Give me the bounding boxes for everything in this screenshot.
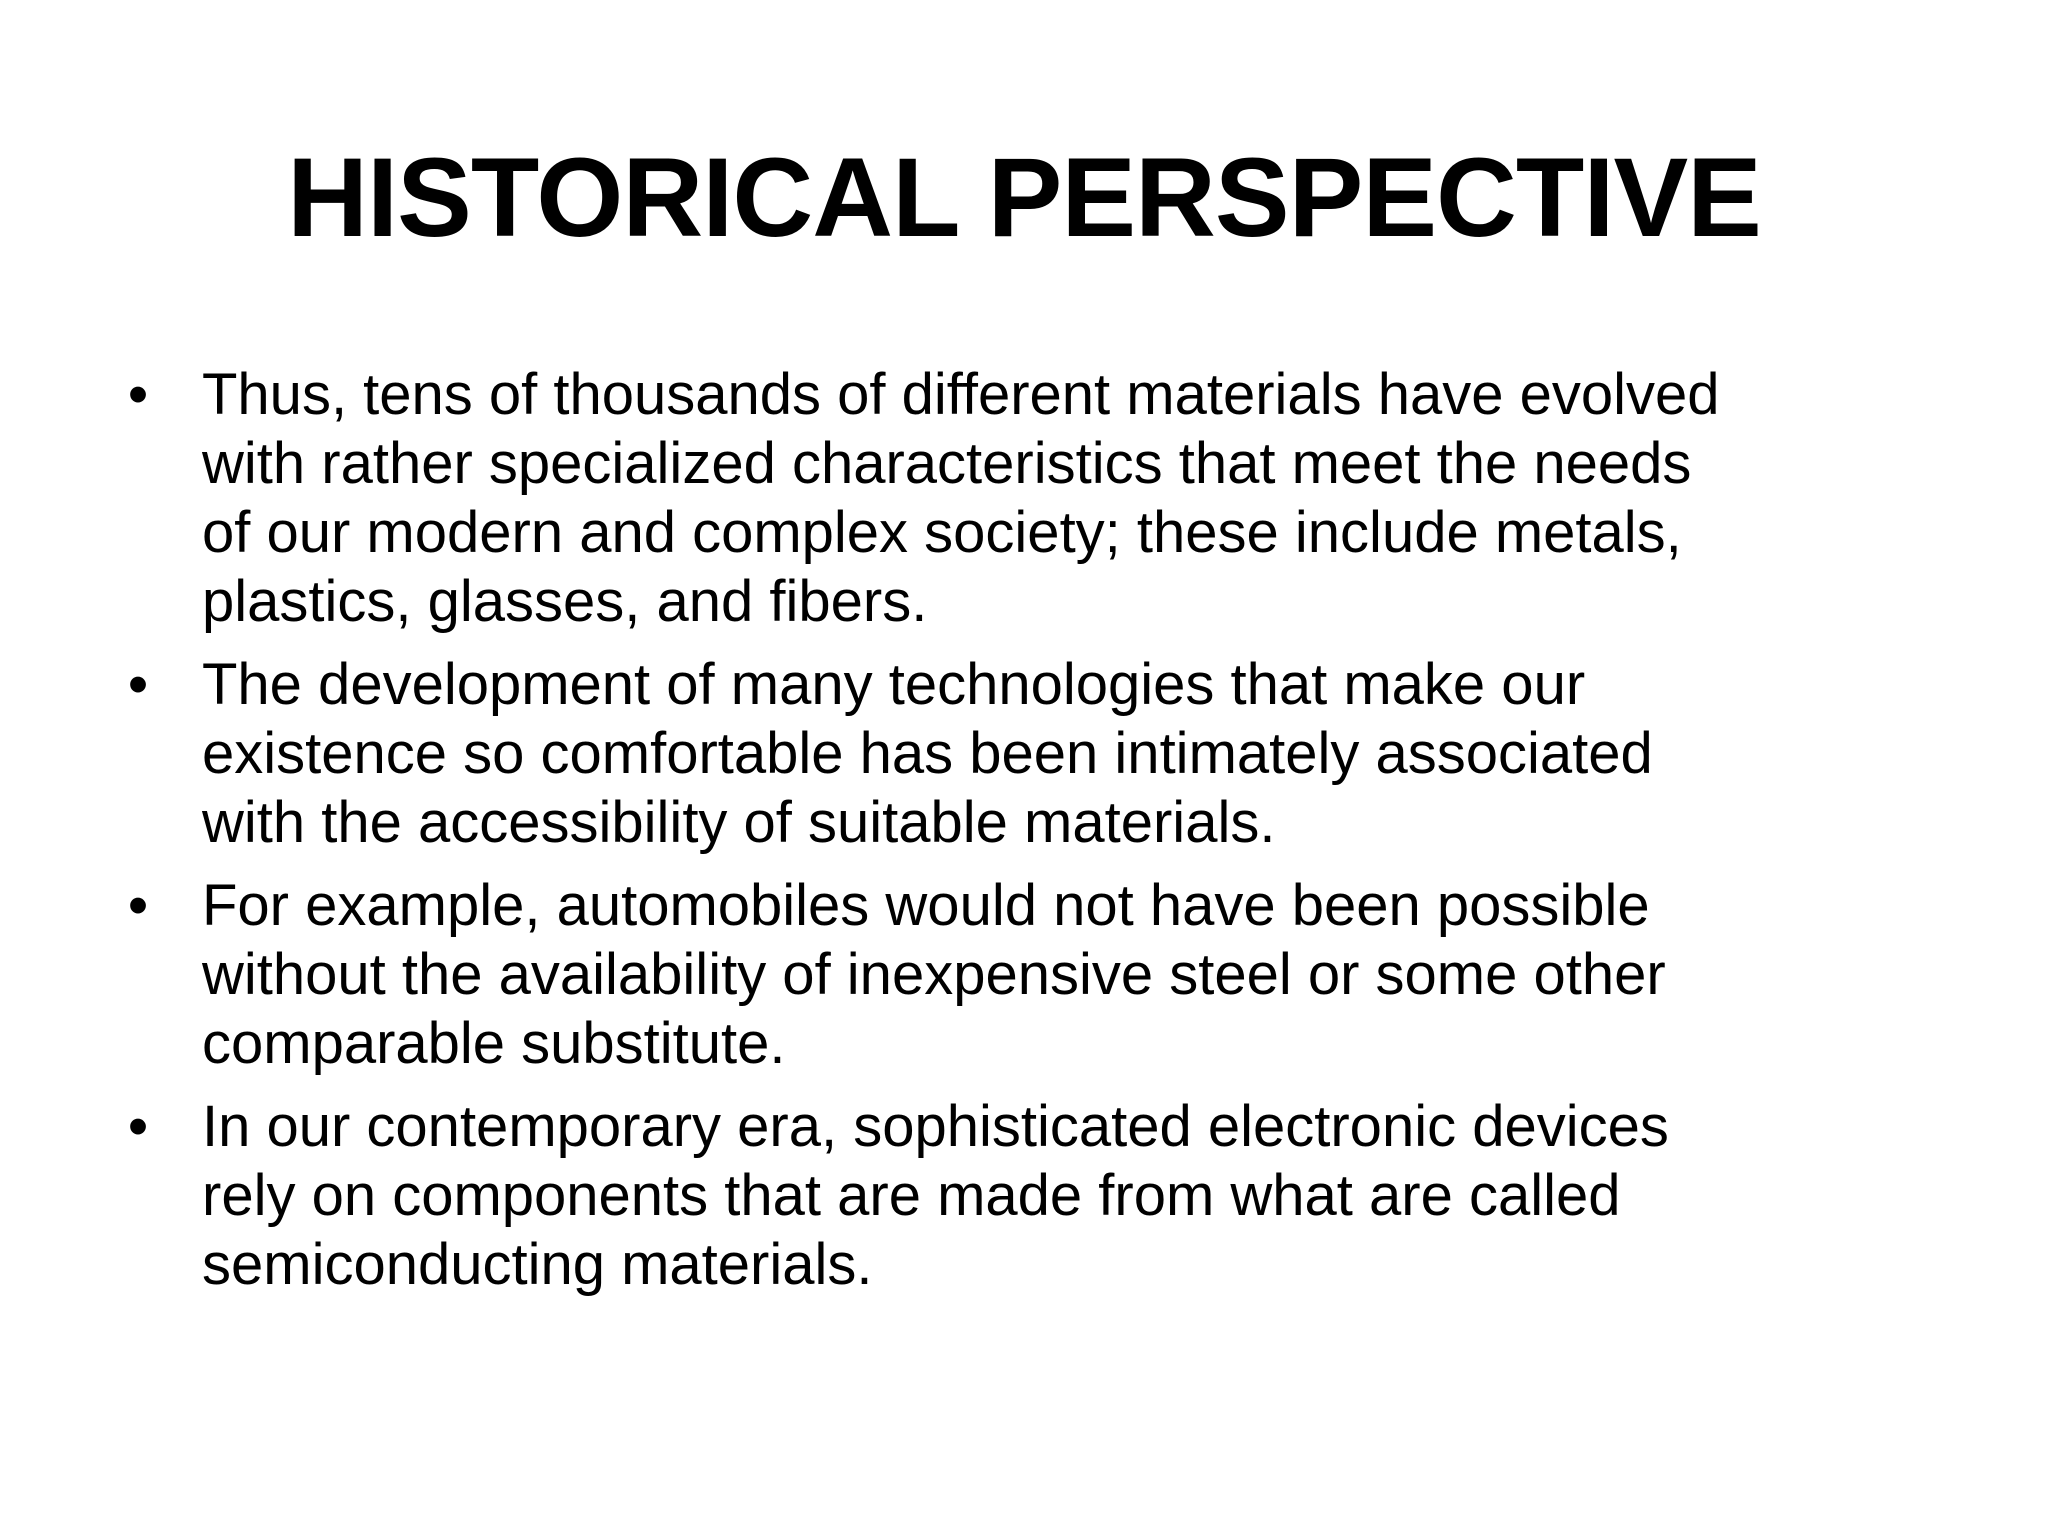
bullet-line: For example, automobiles would not have been possible: [202, 873, 1650, 938]
bullet-item: [118, 360, 1958, 636]
bullet-list: [118, 360, 1958, 1313]
bullet-line: rely on components that are made from what are called: [202, 1163, 1621, 1228]
bullet-line: with the accessibility of suitable materials.: [202, 790, 1276, 855]
slide-title: HISTORICAL PERSPECTIVE: [287, 135, 1761, 260]
bullet-icon: •: [127, 873, 149, 938]
bullet-line: comparable substitute.: [202, 1011, 786, 1076]
bullet-item: [118, 650, 1958, 857]
bullet-line: semiconducting materials.: [202, 1232, 873, 1297]
bullet-line: Thus, tens of thousands of different materials have evolved: [202, 362, 1720, 427]
bullet-line: The development of many technologies that make our: [202, 652, 1586, 717]
bullet-icon: •: [127, 362, 149, 427]
bullet-line: plastics, glasses, and fibers.: [202, 569, 928, 634]
bullet-icon: •: [127, 1094, 149, 1159]
bullet-icon: •: [127, 652, 149, 717]
bullet-line: In our contemporary era, sophisticated electronic devices: [202, 1094, 1669, 1159]
bullet-line: without the availability of inexpensive steel or some other: [202, 942, 1666, 1007]
bullet-line: with rather specialized characteristics that meet the needs: [202, 431, 1692, 496]
bullet-line: existence so comfortable has been intimately associated: [202, 721, 1653, 786]
bullet-item: [118, 871, 1958, 1078]
bullet-item: [118, 1092, 1958, 1299]
bullet-line: of our modern and complex society; these include metals,: [202, 500, 1682, 565]
